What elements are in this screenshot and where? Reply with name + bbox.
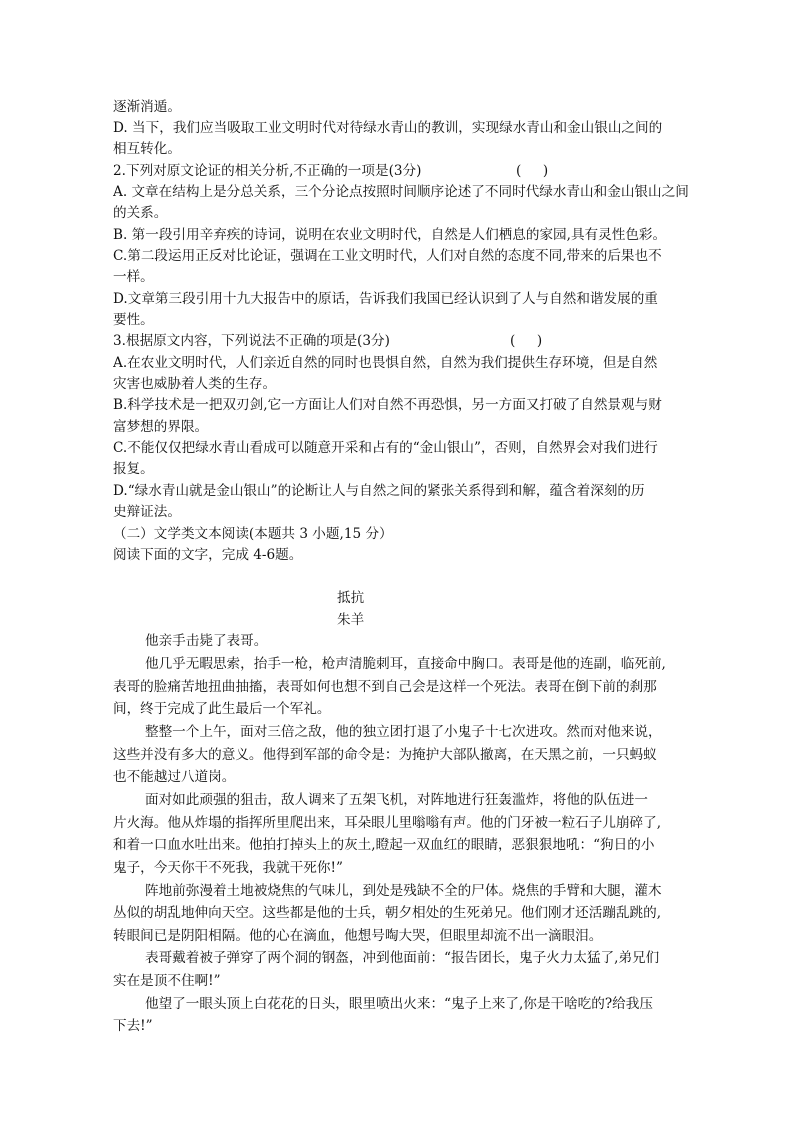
story-line: 他亲手击毙了表哥。 xyxy=(145,633,268,649)
option-b: B. 第一段引用辛弃疾的诗词，说明在农业文明时代，自然是人们栖息的家园,具有灵性色彩。 xyxy=(113,227,667,243)
text-line: 的关系。 xyxy=(113,205,168,221)
story-line: 间，终于完成了此生最后一个军礼。 xyxy=(113,701,331,717)
text-line: 相互转化。 xyxy=(113,141,181,157)
story-line: 片火海。他从炸塌的指挥所里爬出来，耳朵眼儿里嗡嗡有声。他的门牙被一粒石子儿崩碎了, xyxy=(113,815,662,831)
story-line: 他几乎无暇思索，抬手一枪，枪声清脆刺耳，直接命中胸口。表哥是他的连副，临死前, xyxy=(145,656,666,672)
text-line: 要性。 xyxy=(113,312,154,328)
story-line: 转眼间已是阴阳相隔。他的心在滴血，他想号啕大哭，但眼里却流不出一滴眼泪。 xyxy=(113,928,603,944)
text-line: D. 当下，我们应当吸取工业文明时代对待绿水青山的教训，实现绿水青山和金山银山之间的 xyxy=(113,120,663,136)
text-line: 逐渐消遁。 xyxy=(113,99,181,115)
option-d: D.文章第三段引用十九大报告中的原话，告诉我们我国已经认识到了人与自然和谐发展的重 xyxy=(113,291,658,307)
section-heading: （二）文学类文本阅读(本题共 3 小题,15 分） xyxy=(113,526,393,542)
instruction: 阅读下面的文字，完成 4-6题。 xyxy=(113,547,303,563)
option-a: A. 文章在结构上是分总关系，三个分论点按照时间顺序论述了不同时代绿水青山和金山银山之间 xyxy=(113,184,689,200)
story-line: 表哥戴着被子弹穿了两个洞的钢盔，冲到他面前：“报告团长，鬼子火力太猛了,弟兄们 xyxy=(145,950,660,966)
text-line: 史辩证法。 xyxy=(113,504,181,520)
story-line: 表哥的脸痛苦地扭曲抽搐，表哥如何也想不到自己会是这样一个死法。表哥在倒下前的刹那 xyxy=(113,679,657,695)
story-line: 丛似的胡乱地伸向天空。这些都是他的士兵，朝夕相处的生死弟兄。他们刚才还活蹦乱跳的, xyxy=(113,905,662,921)
text-line: 富梦想的界限。 xyxy=(113,419,209,435)
story-line: 这些并没有多大的意义。他得到军部的命令是：为掩护大部队撤离，在天黑之前，一只蚂蚁 xyxy=(113,747,657,763)
question-3-stem: 3.根据原文内容，下列说法不正确的项是(3分) xyxy=(113,333,390,349)
option-b: B.科学技术是一把双刃剑,它一方面让人们对自然不再恐惧，另一方面又打破了自然景观与财 xyxy=(113,397,662,413)
text-line: 一样。 xyxy=(113,269,154,285)
story-title: 抵抗 xyxy=(337,590,365,606)
option-d: D.“绿水青山就是金山银山”的论断让人与自然之间的紧张关系得到和解，蕴含着深刻的历 xyxy=(113,483,645,499)
story-line: 面对如此顽强的狙击，敌人调来了五架飞机，对阵地进行狂轰滥炸，将他的队伍进一 xyxy=(145,792,648,808)
answer-blank: ( ) xyxy=(516,163,549,179)
text-line: 灾害也威胁着人类的生存。 xyxy=(113,376,277,392)
story-line: 整整一个上午，面对三倍之敌，他的独立团打退了小鬼子十七次进攻。然而对他来说， xyxy=(145,724,662,740)
story-line: 他望了一眼头顶上白花花的日头，眼里喷出火来：“鬼子上来了,你是干啥吃的?给我压 xyxy=(145,996,653,1012)
story-line: 下去!” xyxy=(113,1018,153,1034)
option-c: C.第二段运用正反对比论证，强调在工业文明时代，人们对自然的态度不同,带来的后果也不 xyxy=(113,248,662,264)
text-line: 报复。 xyxy=(113,461,154,477)
story-author: 朱羊 xyxy=(337,612,365,628)
story-line: 阵地前弥漫着土地被烧焦的气味儿，到处是残缺不全的尸体。烧焦的手臂和大腿，灌木 xyxy=(145,883,662,899)
answer-blank: ( ) xyxy=(510,333,543,349)
option-c: C.不能仅仅把绿水青山看成可以随意开采和占有的“金山银山”，否则，自然界会对我们进行 xyxy=(113,440,658,456)
story-line: 和着一口血水吐出来。他拍打掉头上的灰土,瞪起一双血红的眼睛，恶狠狠地吼：“狗日的小 xyxy=(113,837,655,853)
option-a: A.在农业文明时代，人们亲近自然的同时也畏惧自然，自然为我们提供生存环境，但是自然 xyxy=(113,355,658,371)
story-line: 鬼子，今天你干不死我，我就干死你!” xyxy=(113,860,343,876)
question-2-stem: 2.下列对原文论证的相关分析,不正确的一项是(3分) xyxy=(113,163,422,179)
story-line: 也不能越过八道岗。 xyxy=(113,769,236,785)
story-line: 实在是顶不住啊!” xyxy=(113,973,221,989)
